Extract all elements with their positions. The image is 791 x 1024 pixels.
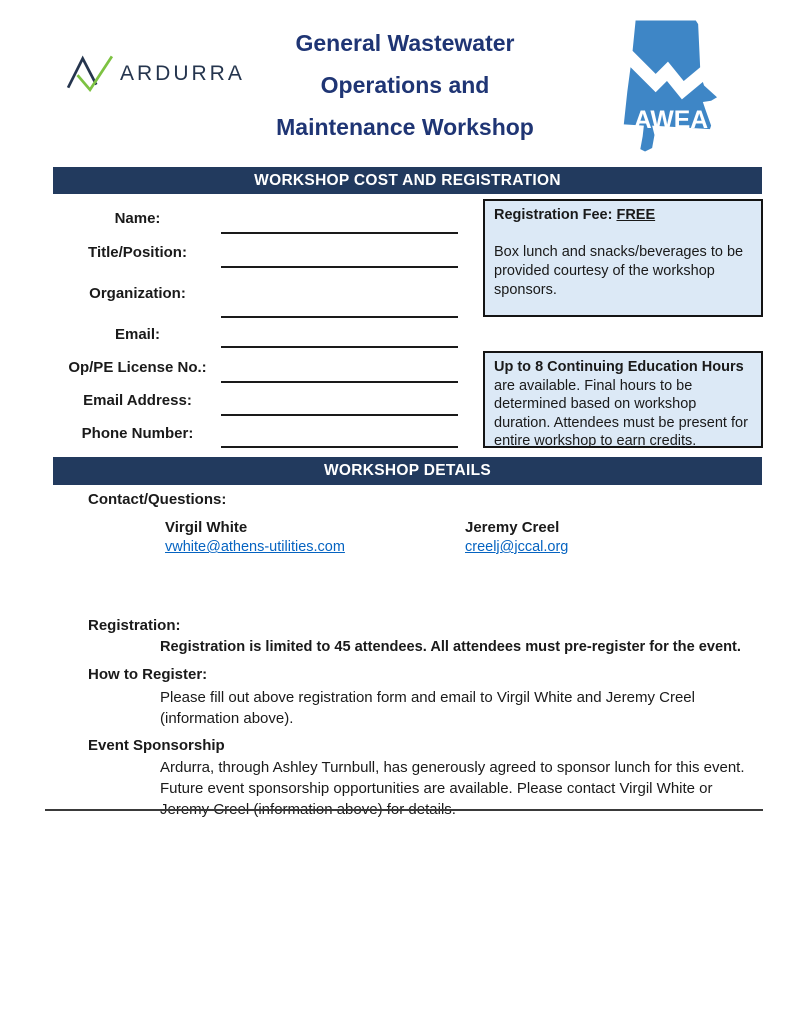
ceh-bold-lead: Up to 8 Continuing Education Hours bbox=[494, 359, 744, 375]
ardurra-logo-text: ARDURRA bbox=[120, 61, 245, 85]
field-label-email: Email: bbox=[114, 326, 160, 343]
ceh-rest: are available. Final hours to be determined based on workshop duration. Attendees must be present for entire workshop to earn credits. bbox=[494, 377, 748, 449]
field-line-title-position[interactable] bbox=[221, 266, 458, 268]
page-title-line-2: Operations and bbox=[320, 72, 490, 98]
field-label-organization: Organization: bbox=[89, 285, 186, 302]
field-line-name[interactable] bbox=[221, 232, 458, 234]
field-line-license-no[interactable] bbox=[221, 381, 458, 383]
how-to-register-heading: How to Register: bbox=[88, 666, 208, 683]
awea-logo bbox=[612, 16, 730, 162]
page-title-line-1: General Wastewater bbox=[295, 30, 515, 56]
event-sponsorship-heading: Event Sponsorship bbox=[88, 737, 225, 754]
contact-questions-heading: Contact/Questions: bbox=[88, 491, 227, 508]
awea-alabama-icon bbox=[612, 16, 730, 162]
field-line-phone-number[interactable] bbox=[221, 446, 458, 448]
contact-email-link[interactable]: vwhite@athens-utilities.com bbox=[165, 539, 345, 555]
how-to-register-text: Please fill out above registration form and email to Virgil White and Jeremy Creel (information above). bbox=[160, 689, 695, 727]
contact-name: Virgil White bbox=[165, 519, 248, 536]
field-label-phone-number: Phone Number: bbox=[81, 425, 194, 442]
field-line-email-address[interactable] bbox=[221, 414, 458, 416]
contact-name: Jeremy Creel bbox=[465, 519, 560, 536]
page-title-line-3: Maintenance Workshop bbox=[276, 114, 534, 140]
registration-text: Registration is limited to 45 attendees. All attendees must pre-register for the event. bbox=[160, 639, 741, 655]
field-line-organization[interactable] bbox=[221, 316, 458, 318]
section-banner-cost-registration: WORKSHOP COST AND REGISTRATION bbox=[53, 167, 762, 194]
fee-value: FREE bbox=[616, 207, 656, 223]
field-label-title-position: Title/Position: bbox=[88, 244, 187, 261]
field-line-email[interactable] bbox=[221, 346, 458, 348]
education-hours-box bbox=[483, 351, 763, 448]
awea-logo-text: AWEA bbox=[633, 106, 709, 134]
event-sponsorship-text: Ardurra, through Ashley Turnbull, has generously agreed to sponsor lunch for this event. Future event sponsorship opportunities are available. Please contact Virgil White or Jeremy Creel (information above) for details. bbox=[160, 759, 745, 818]
contact-card-virgil-white bbox=[165, 519, 345, 555]
field-label-name: Name: bbox=[114, 210, 161, 227]
contact-email-link[interactable]: creelj@jccal.org bbox=[465, 539, 569, 555]
page-title bbox=[235, 22, 575, 148]
ardurra-mark-icon bbox=[66, 50, 114, 97]
ardurra-logo bbox=[66, 50, 245, 97]
registration-heading: Registration: bbox=[88, 617, 181, 634]
field-label-license-no: Op/PE License No.: bbox=[68, 359, 207, 376]
fee-box-body: Box lunch and snacks/beverages to be provided courtesy of the workshop sponsors. bbox=[494, 244, 744, 298]
fee-heading: Registration Fee: bbox=[494, 207, 613, 223]
registration-fee-box bbox=[483, 199, 763, 317]
contact-card-jeremy-creel bbox=[465, 519, 568, 555]
section-banner-workshop-details: WORKSHOP DETAILS bbox=[53, 457, 762, 485]
footer-divider bbox=[45, 809, 763, 811]
field-label-email-address: Email Address: bbox=[83, 392, 192, 409]
